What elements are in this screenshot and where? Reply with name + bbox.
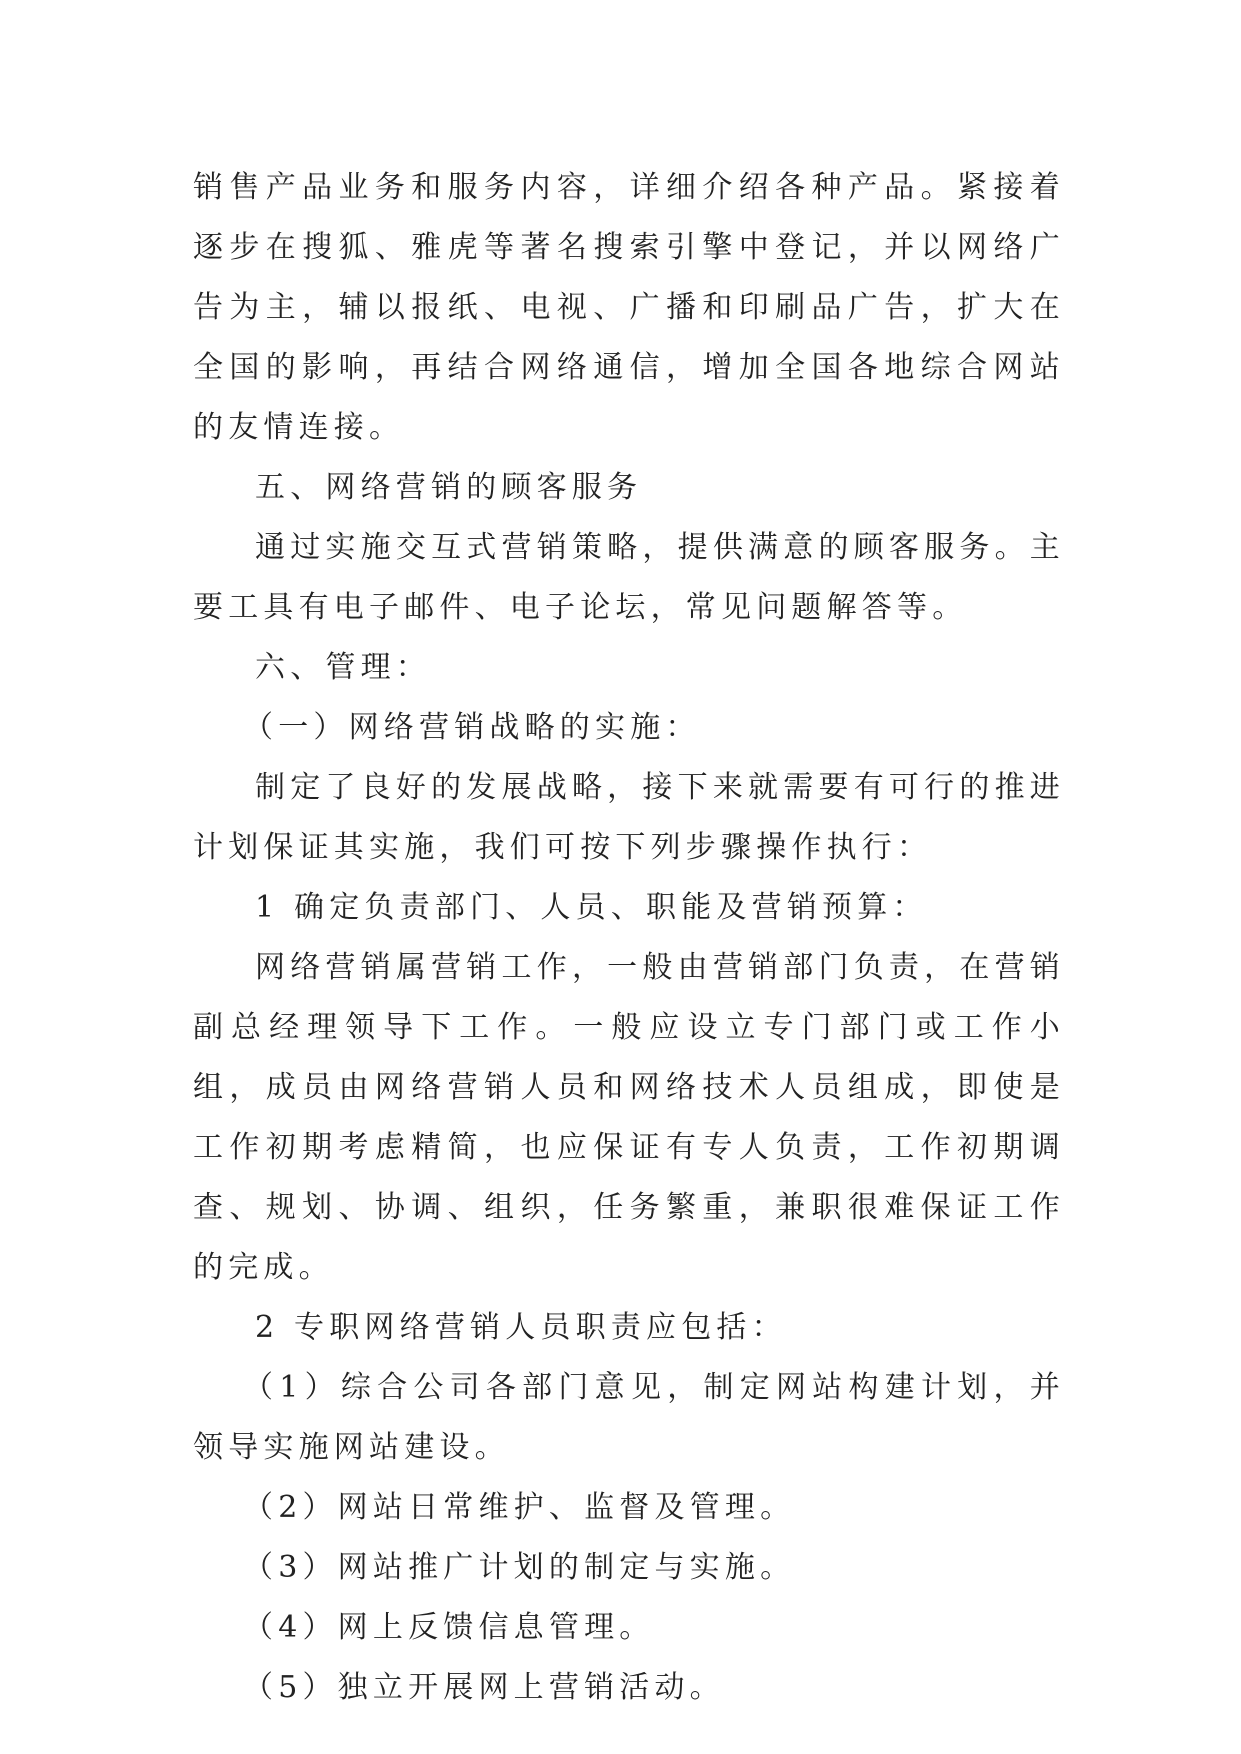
document-body: [193, 158, 1065, 1718]
paragraph-department-responsibility: 网络营销属营销工作，一般由营销部门负责，在营销副总经理领导下工作。一般应设立专门部门或工作小组，成员由网络营销人员和网络技术人员组成，即使是工作初期考虑精简，也应保证有专人负责，工作初期调查、规划、协调、组织，任务繁重，兼职很难保证工作的完成。: [193, 950, 1065, 1285]
duty-item-5: （5）独立开展网上营销活动。: [243, 1670, 725, 1705]
duty-item-3: （3）网站推广计划的制定与实施。: [243, 1550, 796, 1585]
duty-item-4: （4）网上反馈信息管理。: [243, 1610, 655, 1645]
heading-customer-service: 五、网络营销的顾客服务: [255, 470, 643, 505]
paragraph-customer-service: 通过实施交互式营销策略，提供满意的顾客服务。主要工具有电子邮件、电子论坛，常见问题解答等。: [193, 530, 1065, 625]
list-heading-2: 2 专职网络营销人员职责应包括：: [255, 1310, 787, 1345]
duty-item-1: （1）综合公司各部门意见，制定网站构建计划，并领导实施网站建设。: [193, 1370, 1065, 1465]
paragraph-strategy-implementation: 制定了良好的发展战略，接下来就需要有可行的推进计划保证其实施，我们可按下列步骤操作执行：: [193, 770, 1065, 865]
duty-item-2: （2）网站日常维护、监督及管理。: [243, 1490, 796, 1525]
subheading-strategy-implementation: （一）网络营销战略的实施：: [243, 710, 701, 745]
paragraph-product-promotion: 销售产品业务和服务内容，详细介绍各种产品。紧接着逐步在搜狐、雅虎等著名搜索引擎中登记，并以网络广告为主，辅以报纸、电视、广播和印刷品广告，扩大在全国的影响，再结合网络通信，增加全国各地综合网站的友情连接。: [193, 170, 1065, 445]
heading-management: 六、管理：: [255, 650, 431, 685]
list-heading-1: 1 确定负责部门、人员、职能及营销预算：: [255, 890, 928, 925]
